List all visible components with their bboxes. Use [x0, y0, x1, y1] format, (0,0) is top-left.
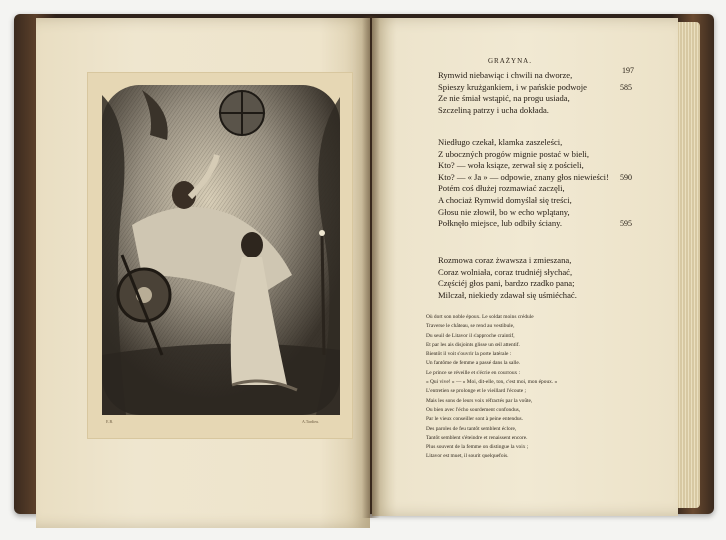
translation-line: Ou bien avec l'écho sourdement confondus, — [426, 406, 521, 413]
verse-line: Milczał, niekiedy zdawał się uśmiéchać. — [438, 289, 577, 300]
page-number: 197 — [622, 66, 634, 75]
translation-line: Par le vieux conseiller sont à peine entendus. — [426, 416, 524, 423]
verse-line: A chociaż Rymwid domyślał się treści, — [438, 194, 572, 205]
verse-line: Niedługo czekał, klamka zaszeleści, — [438, 137, 563, 147]
page-edges — [676, 22, 700, 508]
translation-line: Et par les ais disjoints glisse un œil attentif. — [426, 341, 520, 348]
translation-line: « Qui vive! » — « Moi, dit-elle, ton, c'est moi, mon époux. » — [426, 379, 558, 386]
book-gutter — [362, 16, 380, 518]
translation-line: Mais les sons de leurs voix réfractés par la voûte, — [426, 397, 533, 404]
verse-line: Głosu nie złowił, bo w echo wplątany, — [438, 206, 570, 217]
verse-line: Spieszy krużgankiem, i w pańskie podwoje 585 — [438, 81, 632, 92]
translation-line: Tantôt semblent s'éteindre et renaissent encore. — [426, 434, 528, 441]
verse-line: Z uboczných progów mignie postać w bieli, — [438, 148, 590, 159]
polish-stanza-3 — [438, 255, 638, 301]
verse-line: Potém coś dłużej rozmawiać zaczęli, — [438, 183, 565, 194]
verse-line: Połknęło miejsce, lub odbiły ściany. 595 — [438, 218, 632, 229]
polish-stanza-1 — [438, 70, 638, 116]
verse-line: Szczeliną patrzy i ucha dokłada. — [438, 104, 549, 115]
translation-line: Bientôt il voit s'ouvrir la porte latérale : — [426, 351, 512, 358]
plate-signature-left: E.B. — [106, 419, 114, 424]
translation-line: Des paroles de feu tantôt semblent éclore, — [426, 425, 517, 432]
verse-line: Rozmowa coraz żwawsza i zmieszana, — [438, 255, 572, 265]
translation-line: Où dort son noble époux. Le soldat moins crédule — [426, 314, 534, 320]
translation-line: Litavor est muet, il sourit quelquefois. — [426, 453, 509, 460]
polish-stanza-2 — [438, 137, 638, 230]
verse-line: Ze nie śmiał wstąpić, na progu usiada, — [438, 93, 570, 104]
verse-line: Rymwid niebawiąc i chwili na dworze, — [438, 70, 573, 80]
verse-line: Kto? — woła ksiąze, zerwał się z pościeli, — [438, 160, 584, 171]
translation-line: Traverse le château, se rend au vestibule, — [426, 323, 515, 330]
plate-signature-right: A.Tardieu. — [302, 419, 320, 424]
translation-line: Un fantôme de femme a passé dans la salle. — [426, 360, 521, 367]
translation-line: Le prince se réveille et s'écrie en courroux : — [426, 369, 521, 376]
translation-line: Du seuil de Litavor il s'approche craintif, — [426, 332, 515, 339]
verse-line: Kto? — « Ja » — odpowie, znany głos niewieści! 590 — [438, 171, 632, 182]
engraving-illustration — [102, 85, 340, 415]
translation-line: Plus souvent de la femme on distingue la voix ; — [426, 444, 529, 451]
running-head: GRAŻYNA. — [488, 57, 532, 65]
verse-line: Częściéj głos pani, bardzo rzadko pana; — [438, 278, 575, 289]
verse-line: Coraz wolniała, coraz trudniéj słychać, — [438, 266, 573, 277]
french-translation — [426, 313, 557, 462]
translation-line: L'entretien se prolonge et le vieillard l'écoute ; — [426, 388, 526, 395]
